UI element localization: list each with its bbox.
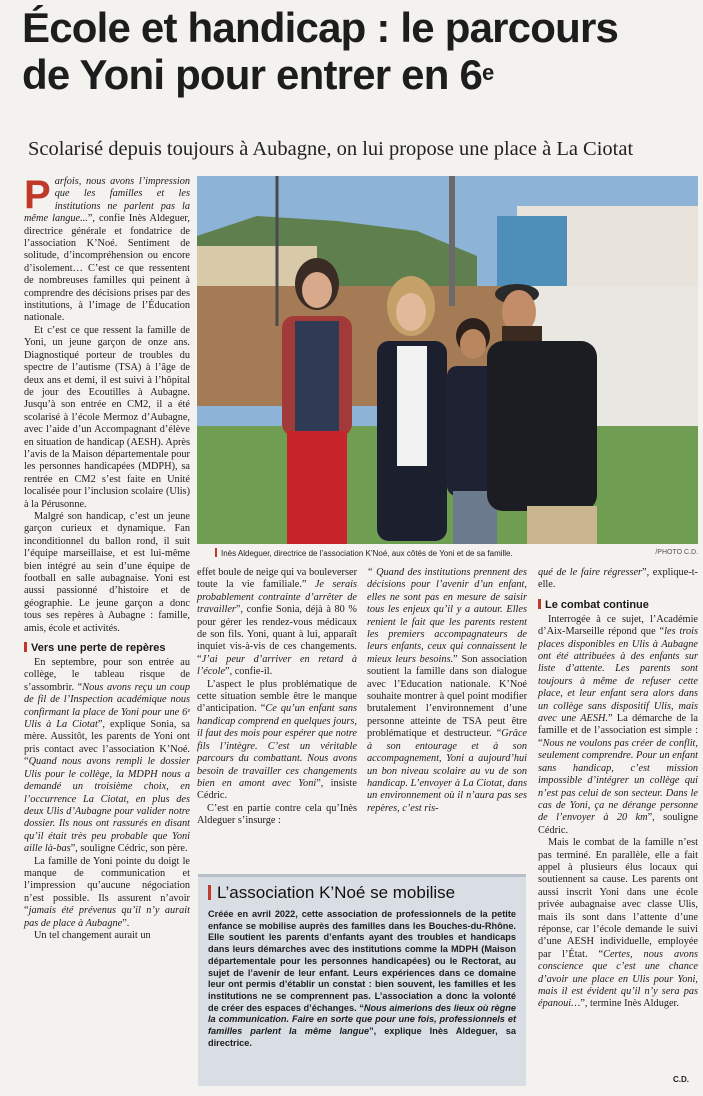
paragraph-text: ”, explique Sonia, sa mère. Aussitôt, les parents de Yoni ont pris contact avec l’association K’Noé. “	[24, 719, 190, 768]
quote: Quand nous avons rempli le dossier Ulis pour le collège, la MDPH nous a demandé un troisième choix, en l’occurrence La Ciotat, en plus des deux Ulis d’Aubagne pour valider notre dossier. Ils nous ont rassurés en disant qu’il était très peu probable que Yoni aille là-bas	[24, 756, 190, 855]
quote: les trois places disponibles en Ulis à Aubagne ont été attribuées à des enfants sur liste d’attente. Les parents sont toujours à même de refuser cette place, et leur enfant sera alors dans un collège sans dispositif Ulis, mais avec une AESH.	[538, 626, 699, 725]
accent-bar	[215, 548, 217, 557]
article-photo	[197, 176, 698, 544]
paragraph-text: Mais le combat de la famille n’est pas terminé. En parallèle, elle a fait appel à plusieurs élus locaux qui soutiennent sa cause. Les parents ont aussi inscrit Yoni dans une école privée aubagnaise avec classe Ulis, mais ils sont dans l’attente d’une réponse, car l’école demande le suivi d’une AESH individuelle, employée par l’État. “	[538, 837, 698, 960]
section-heading	[538, 598, 698, 612]
author-signature: C.D.	[673, 1075, 689, 1084]
article-column-4	[538, 567, 698, 1011]
box-title	[208, 883, 516, 903]
paragraph	[197, 567, 357, 679]
paragraph	[538, 567, 698, 592]
photo-credit: /PHOTO C.D.	[655, 549, 698, 556]
box-body-text: ”, explique Inès Aldeguer, sa directrice.	[208, 1026, 516, 1048]
paragraph-text: L’aspect le plus problématique de cette situation semble être le manque d’anticipation. “	[197, 678, 357, 715]
paragraph: Un tel changement aurait un	[34, 929, 151, 941]
accent-bar	[538, 599, 541, 609]
headline-line-2-text: de Yoni pour entrer en 6	[22, 51, 483, 98]
paragraph: C’est en partie contre cela qu’Inès Aldeguer s’insurge :	[197, 802, 357, 827]
quote: qué de le faire régresser	[538, 567, 643, 578]
paragraph: Et c’est ce que ressent la famille de Yoni, un jeune garçon de onze ans. Diagnostiqué porteur de troubles du spectre de l’autisme (TSA) à l’âge de deux ans et demi, il est suivi à l’hôpital de jour des Ecoutilles à Aubagne. Jusqu’à son entrée en CM2, il a été scolarisé à l’école Mermoz d’Aubagne, avec l’aide d’un Accompagnant d’élève en situation de handicap (AESH). Après l’avis de la Maison départementale pour les personnes handicapées (MDPH), sa rentrée en CM2 s’est faite en Unité localisée pour l’inclusion scolaire (Ulis) à la Pérusonne.	[24, 324, 190, 510]
accent-bar	[24, 642, 27, 652]
section-heading	[24, 641, 190, 655]
paragraph-text: ”.	[122, 917, 130, 929]
paragraph-text: ”, termine Inès Alduger.	[580, 998, 679, 1010]
paragraph-text: ”, confie Inès Aldeguer, directrice générale et fondatrice de l’association K’Noé. Sentiment de solitude, d’incompréhension ou encore d’isolement… C’est ce que ressentent de nombreuses familles qui peinent à comprendre des décisions prises par des institutions, à l’image de l’Éducation nationale.	[24, 213, 190, 324]
sidebar-box	[198, 874, 526, 1086]
paragraph-text: En septembre, pour son entrée au collège, le tableau risque de s’assombrir. “	[24, 657, 190, 693]
paragraph	[24, 173, 190, 325]
paragraph-text: Interrogée à ce sujet, l’Académie d’Aix-Marseille répond que “	[538, 613, 698, 638]
headline	[22, 4, 694, 98]
paragraph	[538, 614, 698, 837]
box-title-text: L’association K’Noé se mobilise	[217, 883, 456, 902]
paragraph-text: ”, confie-il.	[225, 666, 273, 678]
quote: “ Quand des institutions prennent des décisions pour l’avenir d’un enfant, elles ne sont pas en mesure de saisir tous les enjeux qu’il y a autour. Elles renient le fait que les parents restent les premiers accompagnateurs de leurs enfants, ceux qui connaissent le mieux leurs besoins.	[367, 567, 527, 665]
box-body-text: Créée en avril 2022, cette association de professionnels de la petite enfance se mobilise auprès des familles dans les Bouches-du-Rhône. Elle soutient les parents d’enfants ayant des troubles et handicaps dans leurs démarches avec des institutions comme la MDPH (Maison départementale pour les personnes handicapées) ou le Rectorat, au sujet de l’avenir de leur enfant. Leurs expériences dans ce domaine leur ont permis d’établir un constat : bien souvent, les familles et les institutions ne se comprennent pas. L’association a donc la volonté de créer des espaces d’échanges. “	[208, 909, 516, 1013]
subheadline: Scolarisé depuis toujours à Aubagne, on lui propose une place à La Ciotat	[28, 138, 634, 160]
quote: Ce qu’un enfant sans handicap comprend en quelques jours, il faut des mois pour espérer que notre fils l’intègre. C’est un véritable parcours du combattant. Nous avons besoin de travailler ces changements bien en amont avec Yoni	[197, 703, 358, 789]
headline-superscript: e	[482, 60, 494, 85]
paragraph-text: ” La démarche de la famille et de l’association est simple : “	[538, 713, 698, 749]
article-column-2	[197, 567, 357, 828]
section-heading-text: Le combat continue	[545, 598, 649, 611]
paragraph-text: La famille de Yoni pointe du doigt le manque de communication et l’impression qu’aucune négociation n’est possible. Ils assurent n’avoir “	[24, 855, 190, 917]
section-heading-text: Vers une perte de repères	[31, 642, 166, 655]
paragraph-text: ”, souligne Cédric.	[538, 812, 698, 836]
paragraph	[367, 567, 527, 815]
paragraph-text: ”, souligne Cédric, son père.	[70, 843, 188, 855]
paragraph-text: ”, explique-t-elle.	[538, 567, 698, 591]
quote: jamais été prévenus qu’il n’y aurait pas de place à Aubagne	[24, 905, 190, 929]
quote: arfois, nous avons l’impression que les familles et les institutions ne parlent pas la même langue...	[24, 176, 190, 225]
box-body	[208, 909, 516, 1049]
paragraph: Malgré son handicap, c’est un jeune garçon curieux et dynamique. Fan inconditionnel du ballon rond, il suit l’équipe marseillaise, et est lui-même bien intégré au sein d’une équipe de football en salle aubagnaise. Yoni est aussi passionné d’histoire et de géographie. Le jeune garçon a donc tous ses repères à Aubagne : famille, amis, école et activités.	[24, 510, 190, 634]
headline-line-1: École et handicap : le parcours	[22, 4, 619, 51]
accent-bar	[208, 885, 211, 900]
quote: Nous avons reçu un coup de fil de l’Inspection académique nous confirmant la place de Yoni pour une 6ᵉ Ulis à La Ciotat	[24, 681, 190, 731]
quote: Nous aimerions des lieux où règne la communication. Faire en sorte que pour une fois, professionnels et familles parlent la même langue	[208, 1002, 516, 1037]
article-column-1	[24, 173, 190, 942]
paragraph	[538, 837, 698, 1011]
paragraph	[24, 856, 190, 930]
quote: J’ai peur d’arriver en retard à l’école	[197, 653, 357, 678]
paragraph-text: effet boule de neige qui va bouleverser toute la vie familiale.”	[197, 567, 357, 591]
paragraph	[24, 657, 190, 856]
paragraph-text: ” Son association soutient la famille dans son dialogue avec l’Education nationale. K’Noé souhaite montrer à quel point modifier brutalement l’environnement d’une personne atteinte de TSA peut être problématique et destructeur. “	[367, 653, 528, 740]
paragraph	[197, 679, 357, 803]
photo-caption	[215, 548, 698, 559]
quote: Certes, nous avons conscience que c’est une chance d’avoir une place en Ulis pour Yoni, mais il est évident qu’il n’y sera pas épanoui…	[538, 948, 698, 1010]
family-photo-illustration	[197, 176, 698, 544]
paragraph-text: ”, confie Sonia, déjà à 80 % pour gérer les rendez-vous médicaux de son fils. Yoni, quant à lui, apparaît inquiet vis-à-vis de ces changements. “	[197, 604, 357, 665]
drop-cap: P	[24, 173, 51, 217]
article-column-3	[367, 567, 527, 815]
quote: Je serais probablement contrainte d’arrêter de travailler	[197, 579, 357, 616]
headline-line-2	[22, 51, 694, 98]
quote: Nous ne voulons pas créer de conflit, seulement comprendre. Pour un enfant sans handicap, c’est mission impossible d’intégrer un collège qui n’est pas celui de son secteur. Dans le cas de Yoni, ça ne dérange personne de l’envoyer à 20 km	[538, 737, 698, 824]
quote: Grâce à son entourage et à son accompagnement, Yoni a aujourd’hui un bon niveau scolaire au vu de son handicap. L’envoyer à La Ciotat, dans un environnement où il n’aura pas ses repères, c’est ris-	[367, 728, 527, 814]
caption-text: Inès Aldeguer, directrice de l’association K’Noé, aux côtés de Yoni et de sa famille.	[221, 549, 513, 558]
paragraph-text: ”, insiste Cédric.	[197, 777, 357, 802]
